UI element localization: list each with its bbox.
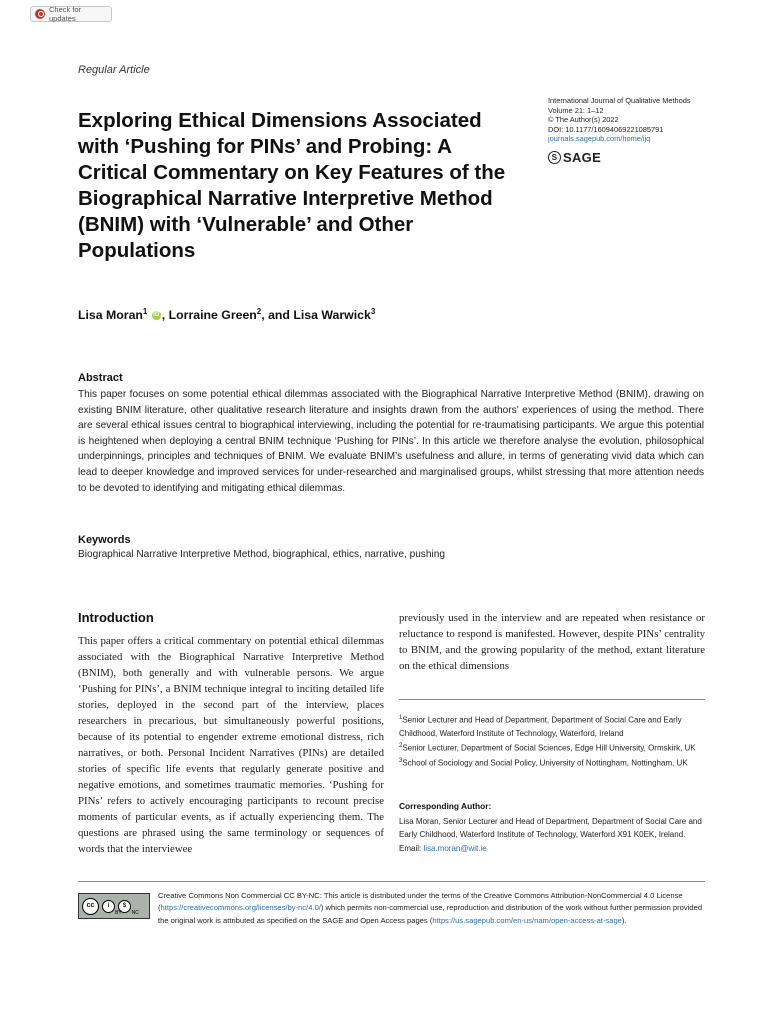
license-text bbox=[78, 890, 708, 927]
affiliation-marker: 2 bbox=[399, 743, 403, 750]
corresponding-email-line bbox=[399, 842, 709, 855]
license-text-part: Creative Commons Non Commercial CC BY-NC: This article is distributed under the terms of the Creative Commons Attribution-NonCommercial 4.0 License ( bbox=[158, 891, 683, 913]
email-label: Email: bbox=[399, 843, 424, 853]
journal-info bbox=[548, 96, 748, 144]
sage-wordmark: SAGE bbox=[563, 150, 602, 165]
corresponding-author-details bbox=[399, 815, 709, 855]
article-type: Regular Article bbox=[78, 64, 150, 76]
author-affiliation-marker: 2 bbox=[256, 307, 262, 316]
by-tag: BY bbox=[115, 910, 122, 916]
affiliations bbox=[399, 712, 709, 770]
introduction-right-column: previously used in the interview and are repeated when resistance or reluctance to respond is manifested. However, despite PINs’ centrality to BNIM, and the growing popularity of the method, extant literature on the ethical dimensions bbox=[399, 612, 705, 672]
abstract-text: This paper focuses on some potential ethical dilemmas associated with the Biographical Narrative Interpretive Method (BNIM), drawing on existing BNIM literature, other qualitative research literature and insights drawn from the authors’ experiences of using the method. There are several ethical issues central to biographical interviewing, including the potential for re-traumatising participants. We argue this potential is heightened when deploying a central BNIM technique ‘Pushing for PINs’. In this article we therefore analyse the evolution, philosophical underpinnings, principles and techniques of BNIM. We evaluate BNIM’s usefulness and allure, in terms of generating vivid data which can lead to deeper knowledge and improved services for under-researched and marginalised groups, whilst stressing that more attention needs to be devoted to identifying and mitigating ethical dilemmas. bbox=[78, 389, 704, 494]
cc-badge-tags bbox=[115, 910, 139, 916]
sage-s-icon: S bbox=[548, 151, 561, 164]
affiliation-item bbox=[399, 712, 709, 740]
author-list bbox=[78, 307, 375, 322]
check-for-updates-badge[interactable] bbox=[30, 6, 112, 22]
author-separator: , bbox=[161, 308, 169, 323]
article-title: Exploring Ethical Dimensions Associated with ‘Pushing for PINs’ and Probing: A Critical Commentary on Key Features of the Biographical Narrative Interpretive Method (BNIM) with ‘Vulnerable’ and Other Populations bbox=[78, 109, 506, 262]
affiliation-marker: 1 bbox=[399, 715, 403, 721]
journal-url-link[interactable]: journals.sagepub.com/home/ijq bbox=[548, 134, 651, 144]
author-name: Lisa Warwick bbox=[293, 308, 371, 323]
affiliation-item bbox=[399, 755, 709, 770]
license-divider bbox=[78, 881, 705, 882]
license-text-part: ). bbox=[621, 915, 627, 925]
journal-volume: Volume 21: 1–12 bbox=[548, 105, 604, 115]
check-for-updates-label: Check for updates bbox=[49, 5, 82, 23]
by-person-icon: i bbox=[102, 900, 115, 913]
author-name: Lisa Moran bbox=[78, 308, 143, 323]
orcid-icon[interactable]: iD bbox=[153, 312, 160, 319]
nc-tag: NC bbox=[131, 910, 139, 916]
keywords-text: Biographical Narrative Interpretive Method, biographical, ethics, narrative, pushing bbox=[78, 549, 445, 560]
cc-icon: cc bbox=[82, 898, 99, 915]
author-affiliation-marker: 1 bbox=[142, 307, 148, 316]
nc-dollar-icon: $ bbox=[118, 900, 131, 913]
affiliation-text: Senior Lecturer, Department of Social Sciences, Edge Hill University, Ormskirk, UK bbox=[402, 743, 696, 753]
introduction-left-column: This paper offers a critical commentary on potential ethical dilemmas associated with the Biographical Narrative Interpretive Method (BNIM), both generally and with vulnerable persons. We argue ‘Pushing for PINs’, a BNIM technique integral to inciting detailed life stories, deployed in the second part of the interview, places researchers in precarious, but simultaneously powerful positions, because of its potential to engender extreme emotional distress, rich narratives, or both. Personal Incident Narratives (PINs) are detailed stories of specific life events that regularly generate positive and negative emotions, and sometimes traumatic memories. ‘Pushing for PINs’ refers to actively encouraging participants to recount precise moments of particular events, as if actually experiencing them. The questions are phrased using the same terminology or sequences of words that the interviewee bbox=[78, 635, 384, 855]
journal-doi: DOI: 10.1177/16094069221085791 bbox=[548, 124, 664, 134]
license-paragraph bbox=[78, 890, 708, 927]
corresponding-author-text: Lisa Moran, Senior Lecturer and Head of Department, Department of Social Care and Early Childhood, Waterford Institute of Technology, Waterford X91 K0EK, Ireland. bbox=[399, 817, 702, 840]
affiliation-text: School of Sociology and Social Policy, University of Nottingham, Nottingham, UK bbox=[402, 758, 688, 768]
journal-name: International Journal of Qualitative Methods bbox=[548, 96, 691, 105]
corresponding-author-heading: Corresponding Author: bbox=[399, 801, 492, 811]
affiliation-item bbox=[399, 740, 709, 755]
affiliation-marker: 3 bbox=[399, 758, 403, 765]
license-text-part: ) which permits non-commercial use, reproduction and distribution of the work without further permission provided the original work is attributed as specified on the SAGE and Open Access pages ( bbox=[158, 903, 703, 925]
footnote-divider bbox=[399, 699, 705, 700]
author-name: Lorraine Green bbox=[168, 308, 257, 323]
affiliation-text: Senior Lecturer and Head of Department, Department of Social Care and Early Childhood, Waterford Institute of Technology, Waterford, Ireland bbox=[399, 715, 682, 738]
abstract-heading: Abstract bbox=[78, 372, 123, 384]
keywords-heading: Keywords bbox=[78, 534, 131, 546]
author-separator: , and bbox=[261, 308, 294, 323]
author-affiliation-marker: 3 bbox=[370, 307, 376, 316]
introduction-heading: Introduction bbox=[78, 610, 154, 625]
sage-logo bbox=[548, 150, 601, 165]
update-icon bbox=[35, 9, 45, 19]
journal-copyright: © The Author(s) 2022 bbox=[548, 115, 619, 125]
open-access-link[interactable]: https://us.sagepub.com/en-us/nam/open-access-at-sage bbox=[432, 915, 622, 925]
cc-by-nc-badge[interactable] bbox=[78, 893, 150, 919]
license-link[interactable]: https://creativecommons.org/licenses/by-nc/4.0/ bbox=[160, 903, 321, 913]
email-link[interactable]: lisa.moran@wit.ie bbox=[423, 843, 487, 853]
